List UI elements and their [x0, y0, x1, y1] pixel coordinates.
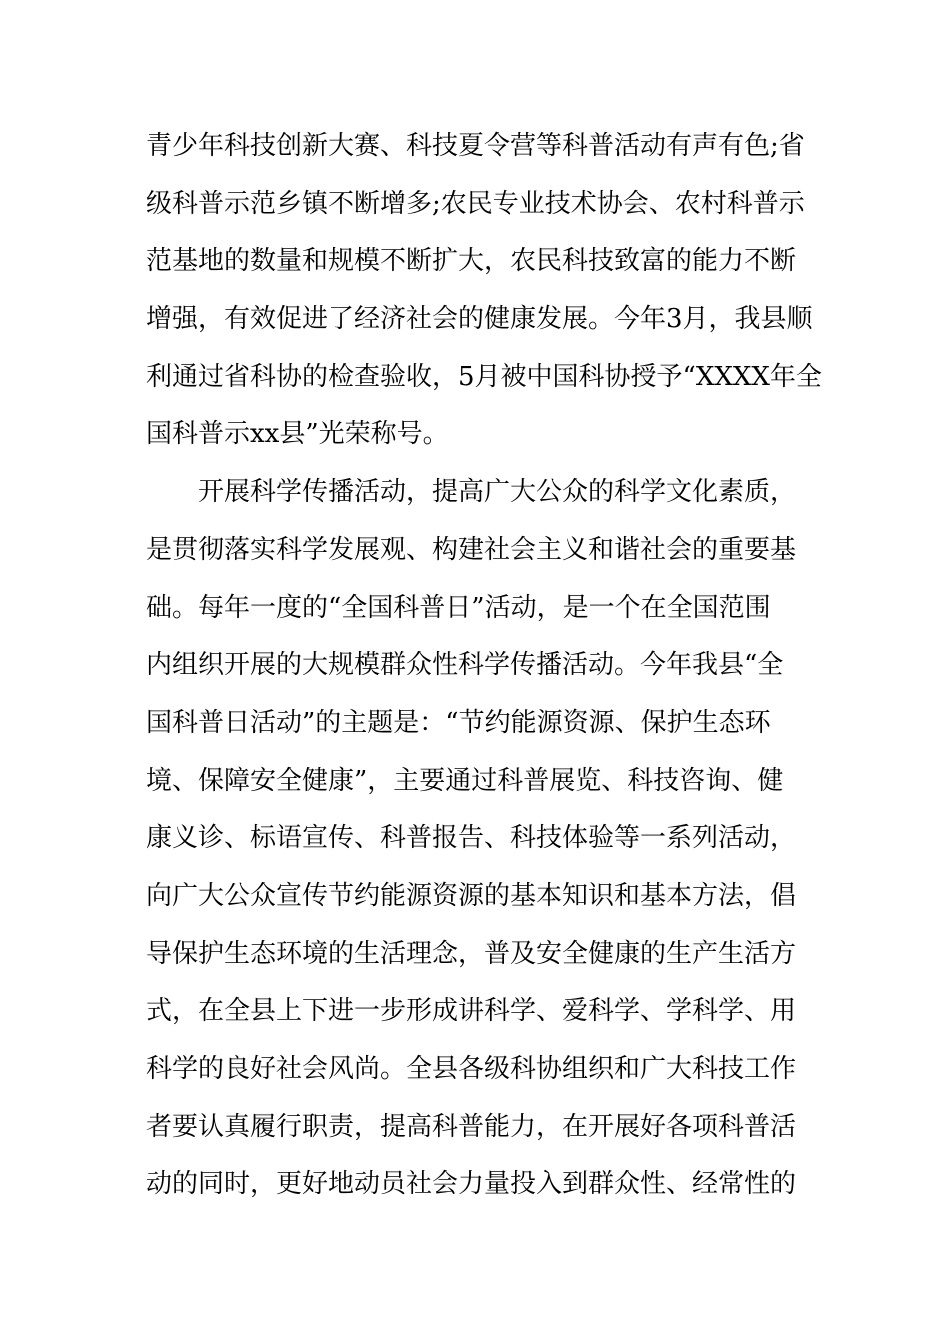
text-line: 范基地的数量和规模不断扩大，农民科技致富的能力不断 — [146, 246, 797, 277]
text-line: 式，在全县上下进一步形成讲科学、爱科学、学科学、用 — [146, 996, 797, 1027]
text-line: 增强，有效促进了经济社会的健康发展。今年3月，我县顺 — [146, 304, 813, 335]
text-line: 开展科学传播活动，提高广大公众的科学文化素质， — [146, 477, 797, 508]
text-line: 科学的良好社会风尚。全县各级科协组织和广大科技工作 — [146, 1054, 797, 1084]
text-line: 国科普日活动”的主题是：“节约能源资源、保护生态环 — [146, 707, 771, 738]
text-line: 境、保障安全健康”，主要通过科普展览、科技咨询、健 — [146, 765, 784, 796]
text-line: 利通过省科协的检查验收，5月被中国科协授予“XXXX年全 — [146, 361, 822, 392]
text-line: 级科普示范乡镇不断增多;农民专业技术协会、农村科普示 — [146, 188, 805, 219]
paragraph-2 — [146, 464, 806, 1214]
paragraph-1 — [146, 118, 822, 464]
text-line: 导保护生态环境的生活理念，普及安全健康的生产生活方 — [146, 938, 797, 969]
document-body — [146, 118, 822, 1214]
text-line: 动的同时，更好地动员社会力量投入到群众性、经常性的 — [146, 1169, 797, 1200]
text-line: 是贯彻落实科学发展观、构建社会主义和谐社会的重要基 — [146, 534, 797, 565]
text-line: 国科普示xx县”光荣称号。 — [146, 419, 449, 450]
text-line: 向广大公众宣传节约能源资源的基本知识和基本方法，倡 — [146, 880, 797, 911]
text-line: 础。每年一度的“全国科普日”活动，是一个在全国范围 — [146, 592, 771, 623]
text-line: 者要认真履行职责，提高科普能力，在开展好各项科普活 — [146, 1111, 797, 1142]
text-line: 青少年科技创新大赛、科技夏令营等科普活动有声有色;省 — [146, 131, 805, 161]
text-line: 内组织开展的大规模群众性科学传播活动。今年我县“全 — [146, 650, 784, 681]
text-line: 康义诊、标语宣传、科普报告、科技体验等一系列活动， — [146, 823, 797, 854]
